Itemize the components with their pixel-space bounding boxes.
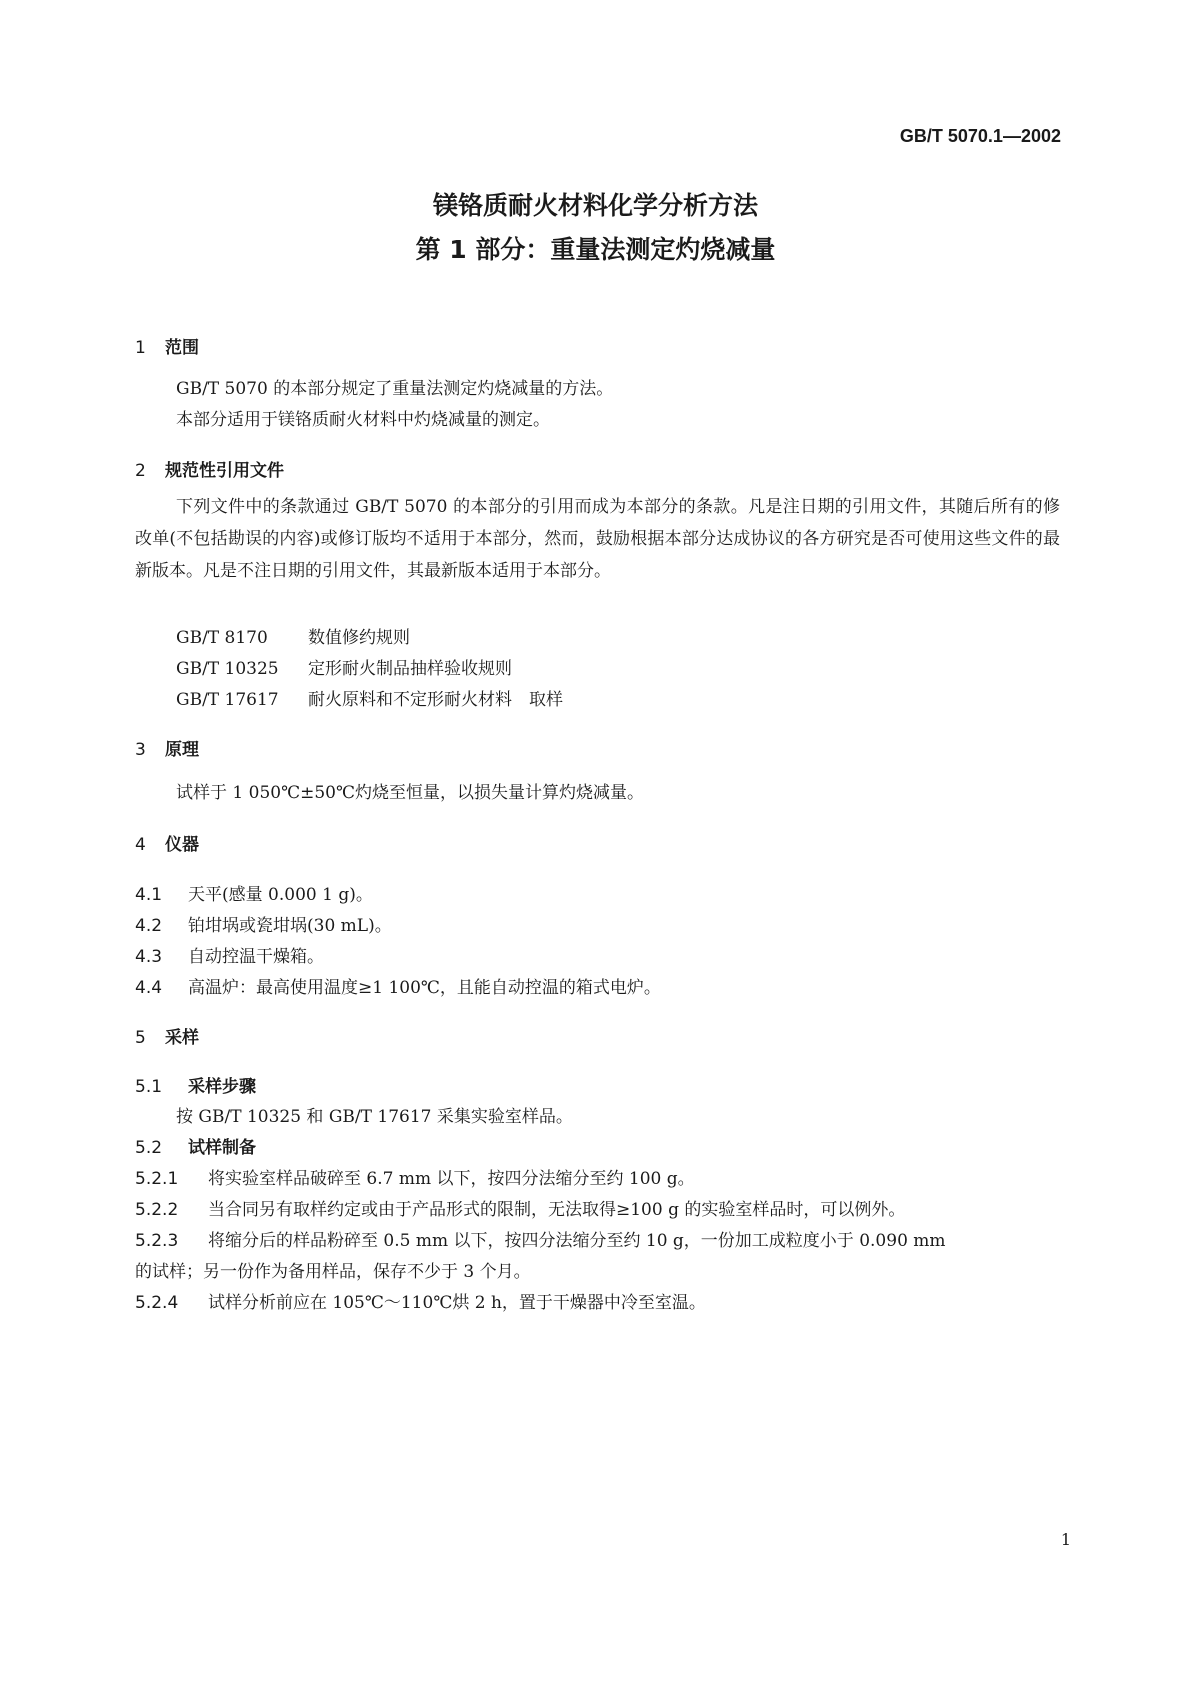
clause-5-2-3 <box>135 1226 946 1251</box>
section-number: 4 <box>135 835 146 855</box>
document-subtitle: 第 1 部分：重量法测定灼烧减量 <box>415 235 776 264</box>
clause-5-1-heading <box>135 1072 256 1097</box>
clause-number: 5.2.3 <box>135 1231 179 1251</box>
clause-text: 天平(感量 0.000 1 g)。 <box>188 885 373 905</box>
section-title: 采样 <box>165 1028 199 1048</box>
page-number: 1 <box>1060 1530 1071 1549</box>
clause-4-1 <box>135 880 373 905</box>
clause-number: 4.4 <box>135 978 163 998</box>
clause-number: 5.1 <box>135 1077 163 1097</box>
section-number: 2 <box>135 461 146 481</box>
section-title: 范围 <box>165 338 199 358</box>
reference-code: GB/T 17617 <box>176 690 279 710</box>
section-number: 5 <box>135 1028 146 1048</box>
section-3-heading <box>135 735 199 760</box>
clause-text: 将缩分后的样品粉碎至 0.5 mm 以下，按四分法缩分至约 10 g，一份加工成粒度小于 0.090 mm <box>208 1231 946 1251</box>
reference-code: GB/T 10325 <box>176 659 279 679</box>
section-title: 原理 <box>165 740 199 760</box>
reference-title: 数值修约规则 <box>308 628 410 648</box>
clause-number: 4.3 <box>135 947 163 967</box>
clause-number: 4.1 <box>135 885 163 905</box>
clause-5-1-text: 按 GB/T 10325 和 GB/T 17617 采集实验室样品。 <box>176 1107 573 1127</box>
section-number: 1 <box>135 338 146 358</box>
section-title: 规范性引用文件 <box>165 461 284 481</box>
section-number: 3 <box>135 740 146 760</box>
clause-text: 铂坩埚或瓷坩埚(30 mL)。 <box>188 916 392 936</box>
clause-text: 当合同另有取样约定或由于产品形式的限制，无法取得≥100 g 的实验室样品时，可以例外。 <box>208 1200 906 1220</box>
clause-number: 5.2 <box>135 1138 163 1158</box>
clause-text: 高温炉：最高使用温度≥1 100℃，且能自动控温的箱式电炉。 <box>188 978 661 998</box>
section-2-heading <box>135 456 284 481</box>
clause-text: 自动控温干燥箱。 <box>188 947 324 967</box>
section-1-para-1: GB/T 5070 的本部分规定了重量法测定灼烧减量的方法。 <box>176 379 614 399</box>
clause-text: 试样分析前应在 105℃～110℃烘 2 h，置于干燥器中冷至室温。 <box>208 1293 706 1313</box>
document-title: 镁铬质耐火材料化学分析方法 <box>432 191 758 220</box>
reference-code: GB/T 8170 <box>176 628 268 648</box>
clause-4-3 <box>135 942 324 967</box>
section-1-para-2: 本部分适用于镁铬质耐火材料中灼烧减量的测定。 <box>176 410 550 430</box>
clause-5-2-heading <box>135 1133 256 1158</box>
section-3-para: 试样于 1 050℃±50℃灼烧至恒量，以损失量计算灼烧减量。 <box>176 783 644 803</box>
clause-5-2-3-continuation: 的试样；另一份作为备用样品，保存不少于 3 个月。 <box>135 1262 531 1282</box>
reference-title: 定形耐火制品抽样验收规则 <box>308 659 512 679</box>
clause-5-2-4 <box>135 1288 706 1313</box>
clause-number: 5.2.4 <box>135 1293 179 1313</box>
clause-title: 试样制备 <box>188 1138 256 1158</box>
section-5-heading <box>135 1023 199 1048</box>
standard-number: GB/T 5070.1—2002 <box>899 126 1061 146</box>
clause-text: 将实验室样品破碎至 6.7 mm 以下，按四分法缩分至约 100 g。 <box>208 1169 695 1189</box>
section-2-paragraph: 下列文件中的条款通过 GB/T 5070 的本部分的引用而成为本部分的条款。凡是注日期的引用文件，其随后所有的修改单(不包括勘误的内容)或修订版均不适用于本部分，然而，鼓励根据本部分达成协议的各方研究是否可使用这些文件的最新版本。凡是不注日期的引用文件，其最新版本适用于本部分。 <box>135 497 1060 581</box>
section-1-heading <box>135 333 199 358</box>
clause-5-2-2 <box>135 1195 905 1220</box>
clause-4-4 <box>135 973 661 998</box>
reference-title: 耐火原料和不定形耐火材料 取样 <box>308 690 563 710</box>
normative-reference <box>176 654 512 679</box>
clause-5-2-1 <box>135 1164 695 1189</box>
clause-title: 采样步骤 <box>188 1077 256 1097</box>
clause-number: 5.2.1 <box>135 1169 179 1189</box>
clause-4-2 <box>135 911 392 936</box>
normative-reference <box>176 623 410 648</box>
section-title: 仪器 <box>165 835 199 855</box>
normative-reference <box>176 685 563 710</box>
clause-number: 4.2 <box>135 916 163 936</box>
section-4-heading <box>135 830 199 855</box>
clause-number: 5.2.2 <box>135 1200 179 1220</box>
